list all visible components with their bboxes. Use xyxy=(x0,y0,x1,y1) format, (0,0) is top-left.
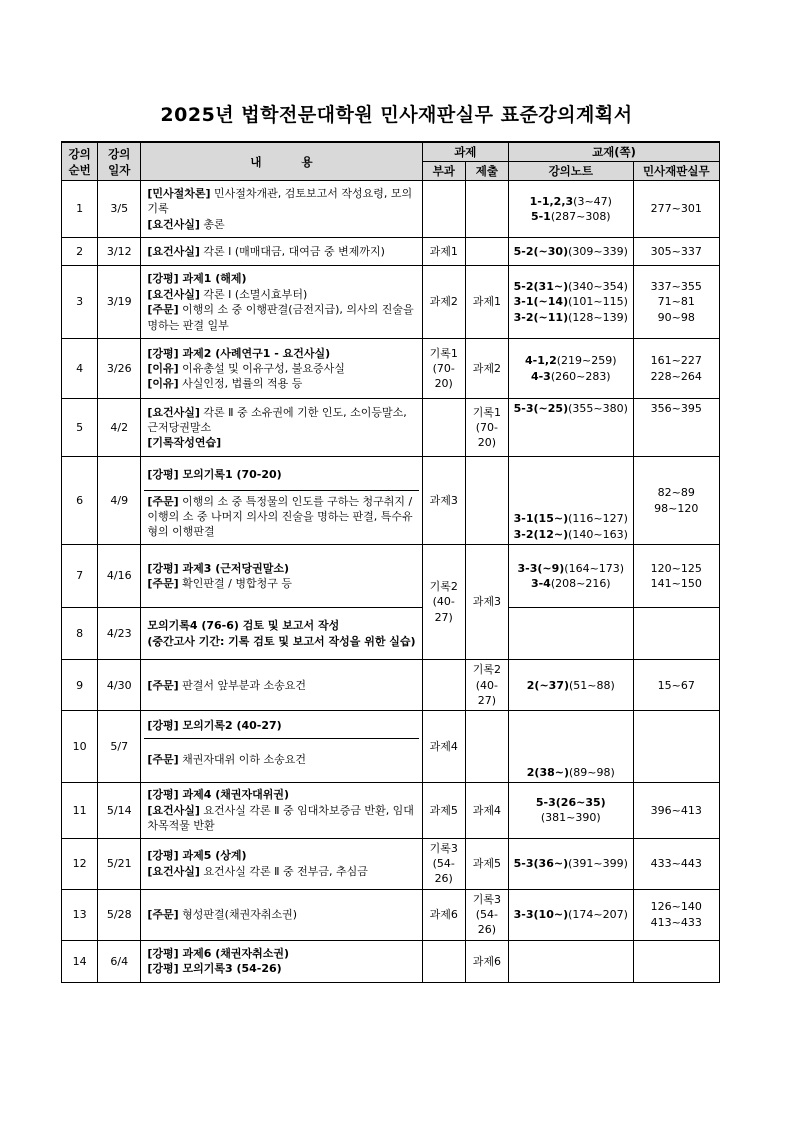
book-line: 356~395 xyxy=(650,402,702,416)
notes-cell xyxy=(509,399,634,457)
note-line xyxy=(512,907,630,922)
content-line xyxy=(147,186,415,217)
note-pages: (219~259) xyxy=(556,354,617,368)
content-cell xyxy=(141,339,422,399)
note-chapter: 3-2(~11) xyxy=(513,310,569,324)
content-line xyxy=(147,287,415,302)
book-line: 71~81 xyxy=(657,295,695,309)
note-line xyxy=(512,244,630,259)
content-cell xyxy=(141,711,422,783)
content-tag: [강평] 모의기록3 (54-26) xyxy=(147,962,282,976)
note-pages: (391~399) xyxy=(568,856,628,870)
content-line xyxy=(147,271,415,286)
date-cell: 4/16 xyxy=(98,545,141,608)
assign-cell: 기록1 (70-20) xyxy=(422,339,465,399)
note-pages: (128~139) xyxy=(568,310,628,324)
book-pages-cell xyxy=(633,940,719,982)
note-line xyxy=(512,527,630,542)
table-row xyxy=(62,545,720,608)
content-segment xyxy=(144,184,418,234)
content-line xyxy=(147,961,415,976)
note-pages: (355~380) xyxy=(568,402,628,416)
note-line xyxy=(512,856,630,871)
book-pages-cell xyxy=(633,339,719,399)
content-segment xyxy=(144,490,418,542)
content-tag: [주문] xyxy=(147,303,179,317)
book-line: 413~433 xyxy=(650,915,702,929)
seq-cell: 3 xyxy=(62,266,98,339)
lecture-plan-table xyxy=(61,141,720,983)
content-segment xyxy=(144,459,418,490)
note-line xyxy=(512,209,630,224)
book-line: 98~120 xyxy=(654,501,699,515)
table-row xyxy=(62,238,720,266)
submit-cell: 기록3 (54-26) xyxy=(465,889,508,940)
assign-cell xyxy=(422,660,465,711)
note-pages: (381~390) xyxy=(540,811,601,825)
content-line xyxy=(147,376,415,391)
date-cell: 4/30 xyxy=(98,660,141,711)
book-line: 90~98 xyxy=(657,310,695,324)
seq-cell: 4 xyxy=(62,339,98,399)
content-segment xyxy=(144,616,418,651)
note-pages: (164~173) xyxy=(564,561,625,575)
assign-cell xyxy=(422,940,465,982)
content-tag: [강평] 과제2 (사례연구1 - 요건사실) xyxy=(147,346,331,360)
note-line xyxy=(512,795,630,826)
note-pages: (89~98) xyxy=(569,765,615,779)
note-line xyxy=(512,576,630,591)
content-segment xyxy=(144,403,418,453)
book-pages-cell xyxy=(633,545,719,608)
content-tag: [주문] xyxy=(147,678,179,692)
content-tag: [요건사실] xyxy=(147,405,200,419)
content-cell xyxy=(141,889,422,940)
content-tag: [기록작성연습] xyxy=(147,436,222,450)
seq-cell: 6 xyxy=(62,457,98,545)
content-line xyxy=(147,752,415,767)
assign-cell: 기록3 (54-26) xyxy=(422,838,465,889)
content-segment xyxy=(144,559,418,594)
submit-cell: 과제6 xyxy=(465,940,508,982)
book-line: 120~125 xyxy=(650,561,702,575)
note-chapter: 5-1 xyxy=(530,210,551,224)
date-cell: 5/7 xyxy=(98,711,141,783)
note-pages: (140~163) xyxy=(568,527,628,541)
content-text: 각론 I (매매대금, 대여금 중 변제까지) xyxy=(199,244,385,258)
content-cell xyxy=(141,940,422,982)
book-line: 433~443 xyxy=(650,856,702,870)
book-pages-cell xyxy=(633,181,719,238)
table-row xyxy=(62,783,720,838)
content-line xyxy=(147,561,415,576)
note-chapter: 4-1,2 xyxy=(525,354,557,368)
content-text: 이행의 소 중 특정물의 인도를 구하는 청구취지 / 이행의 소 중 나머지 의사의 진술을 명하는 판결, 특수유형의 이행판결 xyxy=(147,494,413,539)
note-chapter: 5-2(~30) xyxy=(513,244,569,258)
submit-cell xyxy=(465,181,508,238)
notes-cell xyxy=(509,940,634,982)
content-cell xyxy=(141,660,422,711)
content-line xyxy=(147,618,415,633)
content-cell xyxy=(141,545,422,608)
content-tag: [이유] xyxy=(147,377,179,391)
content-segment xyxy=(144,738,418,780)
content-text: 총론 xyxy=(199,217,225,231)
content-segment xyxy=(144,344,418,394)
submit-cell: 과제1 xyxy=(465,266,508,339)
content-tag: [요건사실] xyxy=(147,244,200,258)
notes-cell xyxy=(509,838,634,889)
note-chapter: 3-3(~9) xyxy=(517,561,565,575)
content-tag: [주문] xyxy=(147,908,179,922)
seq-cell: 13 xyxy=(62,889,98,940)
note-pages: (260~283) xyxy=(550,369,611,383)
note-pages: (174~207) xyxy=(568,908,628,922)
book-line: 277~301 xyxy=(650,202,702,216)
header-date: 강의 일자 xyxy=(98,142,141,181)
content-text: 이유총설 및 이유구성, 불요증사실 xyxy=(178,361,345,375)
submit-cell: 기록1 (70-20) xyxy=(465,399,508,457)
note-chapter: 5-3(~25) xyxy=(513,402,569,416)
book-line: 15~67 xyxy=(657,678,695,692)
date-cell: 3/12 xyxy=(98,238,141,266)
date-cell: 4/23 xyxy=(98,608,141,660)
book-pages-cell xyxy=(633,889,719,940)
content-line xyxy=(147,244,415,259)
header-seq: 강의 순번 xyxy=(62,142,98,181)
content-text: 각론 Ⅱ 중 소유권에 기한 인도, 소이등말소, 근저당권말소 xyxy=(147,405,407,434)
content-line xyxy=(147,576,415,591)
notes-cell xyxy=(509,238,634,266)
book-line: 161~227 xyxy=(650,354,702,368)
book-pages-cell xyxy=(633,457,719,545)
note-chapter: 5-2(31~) xyxy=(513,280,569,294)
submit-cell: 과제4 xyxy=(465,783,508,838)
content-text: 이행의 소 중 이행판결(금전지급), 의사의 진술을 명하는 판결 일부 xyxy=(147,303,414,332)
note-chapter: 1-1,2,3 xyxy=(529,194,574,208)
book-line: 141~150 xyxy=(650,577,702,591)
content-line xyxy=(147,803,415,834)
note-chapter: 3-3(10~) xyxy=(513,908,569,922)
content-tag: [강평] 과제3 (근저당권말소) xyxy=(147,561,290,575)
header-submit: 제출 xyxy=(465,162,508,181)
page-title: 2025년 법학전문대학원 민사재판실무 표준강의계획서 xyxy=(160,104,633,126)
note-pages: (208~216) xyxy=(550,577,611,591)
submit-cell: 과제2 xyxy=(465,339,508,399)
content-line xyxy=(147,907,415,922)
notes-cell xyxy=(509,181,634,238)
note-chapter: 5-3(26~35) xyxy=(535,796,606,810)
content-tag: [민사절차론] xyxy=(147,187,211,201)
content-cell xyxy=(141,838,422,889)
notes-cell xyxy=(509,608,634,660)
seq-cell: 14 xyxy=(62,940,98,982)
seq-cell: 5 xyxy=(62,399,98,457)
table-row xyxy=(62,457,720,545)
date-cell: 5/21 xyxy=(98,838,141,889)
submit-cell xyxy=(465,711,508,783)
content-line xyxy=(147,217,415,232)
book-pages-cell xyxy=(633,608,719,660)
submit-cell: 과제5 xyxy=(465,838,508,889)
seq-cell: 9 xyxy=(62,660,98,711)
seq-cell: 7 xyxy=(62,545,98,608)
note-pages: (340~354) xyxy=(568,280,628,294)
content-text: 확인판결 / 병합청구 등 xyxy=(178,577,292,591)
notes-cell xyxy=(509,783,634,838)
content-tag: [요건사실] xyxy=(147,864,200,878)
submit-cell xyxy=(465,457,508,545)
note-chapter: 2(38~) xyxy=(526,765,569,779)
content-cell xyxy=(141,238,422,266)
note-pages: (3~47) xyxy=(573,194,612,208)
seq-cell: 11 xyxy=(62,783,98,838)
date-cell: 4/2 xyxy=(98,399,141,457)
content-line xyxy=(147,494,415,540)
note-line xyxy=(512,310,630,325)
content-text: 채권자대위 이하 소송요건 xyxy=(178,753,307,767)
content-tag: [요건사실] xyxy=(147,217,200,231)
seq-cell: 12 xyxy=(62,838,98,889)
header-assign: 부과 xyxy=(422,162,465,181)
note-pages: (101~115) xyxy=(568,295,628,309)
content-tag: [강평] 과제5 (상계) xyxy=(147,849,247,863)
header-notes: 강의노트 xyxy=(509,162,634,181)
note-pages: (287~308) xyxy=(550,210,611,224)
content-text: 형성판결(채권자취소권) xyxy=(178,908,297,922)
date-cell: 5/14 xyxy=(98,783,141,838)
note-line xyxy=(512,353,630,368)
note-pages: (51~88) xyxy=(569,678,615,692)
content-tag: [요건사실] xyxy=(147,803,200,817)
content-tag: 모의기록4 (76-6) 검토 및 보고서 작성 xyxy=(147,619,340,633)
content-tag: [강평] 모의기록1 (70-20) xyxy=(147,467,282,481)
content-text: 사실인정, 법률의 적용 등 xyxy=(178,377,303,391)
assign-cell: 과제4 xyxy=(422,711,465,783)
content-line xyxy=(147,678,415,693)
note-line xyxy=(512,369,630,384)
assign-cell xyxy=(422,399,465,457)
content-segment xyxy=(144,269,418,335)
date-cell: 4/9 xyxy=(98,457,141,545)
table-row xyxy=(62,838,720,889)
content-cell xyxy=(141,266,422,339)
content-text: 요건사실 각론 Ⅱ 중 임대차보증금 반환, 임대차목적물 반환 xyxy=(147,803,414,833)
date-cell: 3/19 xyxy=(98,266,141,339)
content-segment xyxy=(144,785,418,835)
content-tag: [강평] 과제6 (채권자취소권) xyxy=(147,946,290,960)
content-segment xyxy=(144,905,418,924)
note-chapter: 2(~37) xyxy=(526,678,569,692)
content-line xyxy=(147,634,415,649)
book-pages-cell xyxy=(633,711,719,783)
content-line xyxy=(147,864,415,879)
content-line xyxy=(147,718,415,733)
note-chapter: 3-2(12~) xyxy=(513,527,569,541)
notes-cell xyxy=(509,889,634,940)
content-text: 각론 I (소멸시효부터) xyxy=(199,287,308,301)
content-line xyxy=(147,467,415,482)
content-text: 요건사실 각론 Ⅱ 중 전부금, 추심금 xyxy=(199,864,368,878)
table-row xyxy=(62,940,720,982)
book-pages-cell xyxy=(633,238,719,266)
header-content: 내 용 xyxy=(141,142,422,181)
note-chapter: 4-3 xyxy=(530,369,551,383)
note-chapter: 5-3(36~) xyxy=(513,856,569,870)
note-line xyxy=(512,294,630,309)
book-pages-cell xyxy=(633,399,719,457)
submit-cell: 기록2 (40-27) xyxy=(465,660,508,711)
content-tag: [주문] xyxy=(147,753,179,767)
content-tag: [요건사실] xyxy=(147,287,200,301)
submit-cell xyxy=(465,238,508,266)
content-cell xyxy=(141,457,422,545)
content-tag: [주문] xyxy=(147,494,179,508)
date-cell: 3/5 xyxy=(98,181,141,238)
note-line xyxy=(512,561,630,576)
book-line: 337~355 xyxy=(650,280,702,294)
header-assignment: 과제 xyxy=(422,142,508,162)
content-line xyxy=(147,361,415,376)
assign-cell xyxy=(422,181,465,238)
table-row xyxy=(62,266,720,339)
content-segment xyxy=(144,944,418,979)
content-line xyxy=(147,435,415,450)
content-cell xyxy=(141,181,422,238)
assign-cell: 과제5 xyxy=(422,783,465,838)
submit-cell: 과제3 xyxy=(465,545,508,660)
table-row xyxy=(62,399,720,457)
seq-cell: 10 xyxy=(62,711,98,783)
book-line: 305~337 xyxy=(650,244,702,258)
content-cell xyxy=(141,783,422,838)
table-row xyxy=(62,711,720,783)
content-line xyxy=(147,787,415,802)
notes-cell xyxy=(509,339,634,399)
assign-cell: 과제3 xyxy=(422,457,465,545)
book-pages-cell xyxy=(633,660,719,711)
notes-cell xyxy=(509,545,634,608)
content-text: 판결서 앞부분과 소송요건 xyxy=(178,678,307,692)
note-line xyxy=(512,279,630,294)
note-pages: (116~127) xyxy=(568,512,628,526)
notes-cell xyxy=(509,457,634,545)
content-tag: [이유] xyxy=(147,361,179,375)
table-row xyxy=(62,660,720,711)
note-chapter: 3-1(~14) xyxy=(513,295,569,309)
content-segment xyxy=(144,676,418,695)
seq-cell: 2 xyxy=(62,238,98,266)
note-line xyxy=(512,194,630,209)
note-chapter: 3-1(15~) xyxy=(513,512,569,526)
assign-cell: 기록2 (40-27) xyxy=(422,545,465,660)
book-pages-cell xyxy=(633,783,719,838)
book-pages-cell xyxy=(633,266,719,339)
date-cell: 3/26 xyxy=(98,339,141,399)
date-cell: 6/4 xyxy=(98,940,141,982)
content-segment xyxy=(144,713,418,738)
notes-cell xyxy=(509,660,634,711)
content-cell xyxy=(141,399,422,457)
note-line xyxy=(512,401,630,416)
content-line xyxy=(147,346,415,361)
table-row xyxy=(62,339,720,399)
content-line xyxy=(147,848,415,863)
book-pages-cell xyxy=(633,838,719,889)
assign-cell: 과제2 xyxy=(422,266,465,339)
note-pages: (309~339) xyxy=(568,244,628,258)
seq-cell: 1 xyxy=(62,181,98,238)
note-line xyxy=(512,765,630,780)
assign-cell: 과제6 xyxy=(422,889,465,940)
note-line xyxy=(512,678,630,693)
book-line: 126~140 xyxy=(650,900,702,914)
date-cell: 5/28 xyxy=(98,889,141,940)
book-line: 396~413 xyxy=(650,803,702,817)
table-row xyxy=(62,608,720,660)
table-row xyxy=(62,889,720,940)
content-tag: [강평] 과제1 (해제) xyxy=(147,272,247,286)
content-tag: [주문] xyxy=(147,577,179,591)
notes-cell xyxy=(509,266,634,339)
book-line: 82~89 xyxy=(657,486,695,500)
header-textbook: 교재(쪽) xyxy=(509,142,720,162)
seq-cell: 8 xyxy=(62,608,98,660)
header-book: 민사재판실무 xyxy=(633,162,719,181)
content-line xyxy=(147,405,415,436)
content-text: 민사절차개관, 검토보고서 작성요령, 모의기록 xyxy=(147,187,413,216)
content-tag: [강평] 모의기록2 (40-27) xyxy=(147,719,282,733)
content-segment xyxy=(144,846,418,881)
content-line xyxy=(147,946,415,961)
content-cell xyxy=(141,608,422,660)
content-tag: (중간고사 기간: 기록 검토 및 보고서 작성을 위한 실습) xyxy=(147,634,416,648)
content-tag: [강평] 과제4 (채권자대위권) xyxy=(147,788,290,802)
content-segment xyxy=(144,242,418,261)
content-line xyxy=(147,302,415,333)
book-line: 228~264 xyxy=(650,369,702,383)
note-line xyxy=(512,511,630,526)
table-row xyxy=(62,181,720,238)
note-chapter: 3-4 xyxy=(530,577,551,591)
assign-cell: 과제1 xyxy=(422,238,465,266)
notes-cell xyxy=(509,711,634,783)
